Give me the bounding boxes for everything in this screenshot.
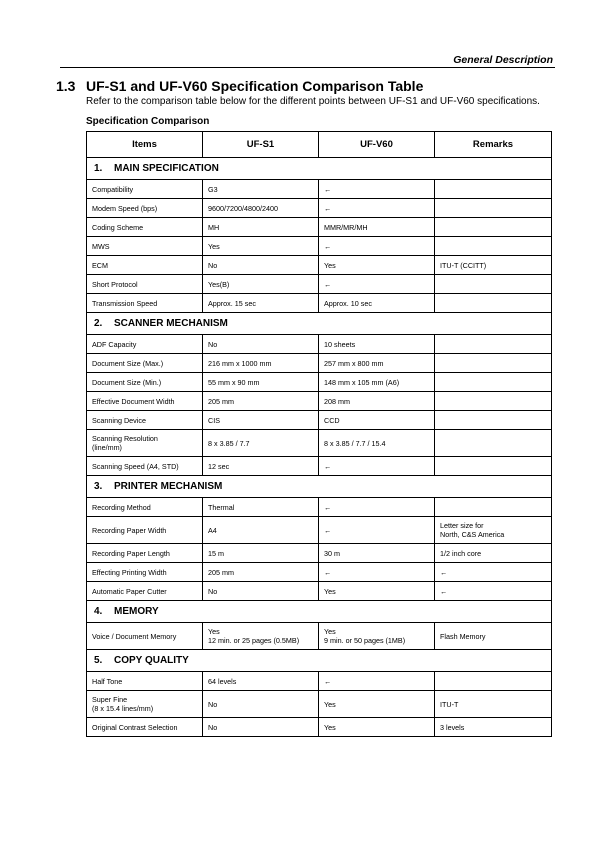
remarks-cell: ←: [435, 563, 552, 582]
spec-item-cell: Automatic Paper Cutter: [87, 582, 203, 601]
section-heading-title: SCANNER MECHANISM: [114, 318, 228, 329]
spec-item-cell: MWS: [87, 237, 203, 256]
column-header-items: Items: [87, 132, 203, 158]
table-subheading: Specification Comparison: [86, 116, 210, 127]
section-title-text: UF-S1 and UF-V60 Specification Comparison Table: [86, 78, 424, 94]
uf-v60-value-cell: ←: [319, 275, 435, 294]
uf-v60-value-cell: ←: [319, 517, 435, 544]
uf-s1-value-cell: Approx. 15 sec: [203, 294, 319, 313]
section-row: [87, 650, 552, 672]
table-row: [87, 256, 552, 275]
table-row: [87, 392, 552, 411]
uf-v60-value-cell: Yes: [319, 718, 435, 737]
table-body: [87, 158, 552, 737]
spec-item-cell: Effective Document Width: [87, 392, 203, 411]
uf-v60-value-cell: ←: [319, 199, 435, 218]
uf-s1-value-cell: Yes(B): [203, 275, 319, 294]
section-heading: [87, 476, 552, 498]
uf-v60-value-cell: ←: [319, 498, 435, 517]
section-heading-number: 1.: [94, 163, 103, 174]
section-heading: [87, 601, 552, 623]
uf-s1-value-cell: CIS: [203, 411, 319, 430]
spec-item-cell: Short Protocol: [87, 275, 203, 294]
spec-item-cell: Transmission Speed: [87, 294, 203, 313]
table-row: [87, 672, 552, 691]
spec-item-cell: Voice / Document Memory: [87, 623, 203, 650]
table-row: [87, 582, 552, 601]
section-heading: [87, 158, 552, 180]
uf-s1-value-cell: MH: [203, 218, 319, 237]
uf-s1-value-cell: Thermal: [203, 498, 319, 517]
uf-v60-value-cell: ←: [319, 457, 435, 476]
table-row: [87, 623, 552, 650]
table-row: [87, 218, 552, 237]
uf-s1-value-cell: Yes 12 min. or 25 pages (0.5MB): [203, 623, 319, 650]
uf-s1-value-cell: 205 mm: [203, 392, 319, 411]
remarks-cell: [435, 237, 552, 256]
table-row: [87, 544, 552, 563]
remarks-cell: [435, 430, 552, 457]
section-heading: [87, 313, 552, 335]
running-header: General Description: [453, 54, 553, 66]
table-header-row: [87, 132, 552, 158]
uf-v60-value-cell: 10 sheets: [319, 335, 435, 354]
column-header-uf-s1: UF-S1: [203, 132, 319, 158]
section-heading-number: 4.: [94, 606, 103, 617]
uf-s1-value-cell: No: [203, 718, 319, 737]
uf-s1-value-cell: No: [203, 256, 319, 275]
uf-v60-value-cell: 30 m: [319, 544, 435, 563]
section-heading-title: MEMORY: [114, 606, 159, 617]
column-header-remarks: Remarks: [435, 132, 552, 158]
remarks-cell: [435, 392, 552, 411]
uf-s1-value-cell: 55 mm x 90 mm: [203, 373, 319, 392]
spec-item-cell: Recording Paper Width: [87, 517, 203, 544]
table-row: [87, 335, 552, 354]
remarks-cell: ITU-T: [435, 691, 552, 718]
uf-v60-value-cell: 148 mm x 105 mm (A6): [319, 373, 435, 392]
remarks-cell: [435, 275, 552, 294]
table-row: [87, 691, 552, 718]
spec-item-cell: Document Size (Max.): [87, 354, 203, 373]
remarks-cell: 3 levels: [435, 718, 552, 737]
table-row: [87, 718, 552, 737]
uf-s1-value-cell: Yes: [203, 237, 319, 256]
spec-item-cell: Effecting Printing Width: [87, 563, 203, 582]
remarks-cell: [435, 294, 552, 313]
section-heading: [87, 650, 552, 672]
spec-item-cell: Recording Paper Length: [87, 544, 203, 563]
table-row: [87, 180, 552, 199]
spec-item-cell: Compatibility: [87, 180, 203, 199]
table-row: [87, 430, 552, 457]
remarks-cell: [435, 218, 552, 237]
spec-comparison-table: [86, 131, 552, 737]
header-rule: [60, 67, 555, 68]
uf-s1-value-cell: No: [203, 335, 319, 354]
column-header-uf-v60: UF-V60: [319, 132, 435, 158]
uf-v60-value-cell: ←: [319, 237, 435, 256]
spec-item-cell: Original Contrast Selection: [87, 718, 203, 737]
remarks-cell: Letter size for North, C&S America: [435, 517, 552, 544]
section-row: [87, 313, 552, 335]
uf-s1-value-cell: 64 levels: [203, 672, 319, 691]
uf-v60-value-cell: 257 mm x 800 mm: [319, 354, 435, 373]
remarks-cell: [435, 354, 552, 373]
section-row: [87, 476, 552, 498]
remarks-cell: [435, 335, 552, 354]
uf-s1-value-cell: No: [203, 582, 319, 601]
uf-v60-value-cell: 208 mm: [319, 392, 435, 411]
spec-item-cell: Recording Method: [87, 498, 203, 517]
spec-item-cell: Super Fine (8 x 15.4 lines/mm): [87, 691, 203, 718]
table-row: [87, 237, 552, 256]
uf-s1-value-cell: 15 m: [203, 544, 319, 563]
spec-item-cell: Scanning Resolution (line/mm): [87, 430, 203, 457]
table-row: [87, 563, 552, 582]
uf-v60-value-cell: ←: [319, 672, 435, 691]
uf-s1-value-cell: 216 mm x 1000 mm: [203, 354, 319, 373]
table-row: [87, 373, 552, 392]
spec-item-cell: Modem Speed (bps): [87, 199, 203, 218]
section-number: 1.3: [56, 78, 76, 94]
section-heading-title: COPY QUALITY: [114, 655, 189, 666]
table-row: [87, 498, 552, 517]
uf-s1-value-cell: 8 x 3.85 / 7.7: [203, 430, 319, 457]
spec-item-cell: Half Tone: [87, 672, 203, 691]
remarks-cell: Flash Memory: [435, 623, 552, 650]
table-row: [87, 457, 552, 476]
uf-v60-value-cell: Yes 9 min. or 50 pages (1MB): [319, 623, 435, 650]
remarks-cell: ITU-T (CCITT): [435, 256, 552, 275]
spec-item-cell: ECM: [87, 256, 203, 275]
uf-v60-value-cell: Approx. 10 sec: [319, 294, 435, 313]
section-heading-title: MAIN SPECIFICATION: [114, 163, 219, 174]
section-heading-number: 3.: [94, 481, 103, 492]
remarks-cell: 1/2 inch core: [435, 544, 552, 563]
remarks-cell: [435, 672, 552, 691]
remarks-cell: ←: [435, 582, 552, 601]
table-row: [87, 294, 552, 313]
uf-s1-value-cell: G3: [203, 180, 319, 199]
spec-item-cell: ADF Capacity: [87, 335, 203, 354]
uf-s1-value-cell: 205 mm: [203, 563, 319, 582]
table-row: [87, 354, 552, 373]
uf-v60-value-cell: Yes: [319, 691, 435, 718]
remarks-cell: [435, 411, 552, 430]
spec-item-cell: Document Size (Min.): [87, 373, 203, 392]
remarks-cell: [435, 199, 552, 218]
section-heading-number: 2.: [94, 318, 103, 329]
table-row: [87, 411, 552, 430]
uf-s1-value-cell: No: [203, 691, 319, 718]
uf-v60-value-cell: Yes: [319, 256, 435, 275]
uf-v60-value-cell: CCD: [319, 411, 435, 430]
uf-v60-value-cell: MMR/MR/MH: [319, 218, 435, 237]
remarks-cell: [435, 373, 552, 392]
remarks-cell: [435, 457, 552, 476]
remarks-cell: [435, 498, 552, 517]
spec-item-cell: Scanning Speed (A4, STD): [87, 457, 203, 476]
table-row: [87, 517, 552, 544]
uf-s1-value-cell: A4: [203, 517, 319, 544]
section-title: [56, 78, 423, 94]
section-heading-title: PRINTER MECHANISM: [114, 481, 223, 492]
spec-item-cell: Scanning Device: [87, 411, 203, 430]
section-row: [87, 601, 552, 623]
intro-text: Refer to the comparison table below for the different points between UF-S1 and UF-V60 specifications.: [86, 96, 540, 107]
remarks-cell: [435, 180, 552, 199]
table-row: [87, 199, 552, 218]
uf-s1-value-cell: 12 sec: [203, 457, 319, 476]
uf-v60-value-cell: ←: [319, 180, 435, 199]
spec-item-cell: Coding Scheme: [87, 218, 203, 237]
table-row: [87, 275, 552, 294]
section-heading-number: 5.: [94, 655, 103, 666]
section-row: [87, 158, 552, 180]
uf-s1-value-cell: 9600/7200/4800/2400: [203, 199, 319, 218]
uf-v60-value-cell: 8 x 3.85 / 7.7 / 15.4: [319, 430, 435, 457]
uf-v60-value-cell: Yes: [319, 582, 435, 601]
uf-v60-value-cell: ←: [319, 563, 435, 582]
